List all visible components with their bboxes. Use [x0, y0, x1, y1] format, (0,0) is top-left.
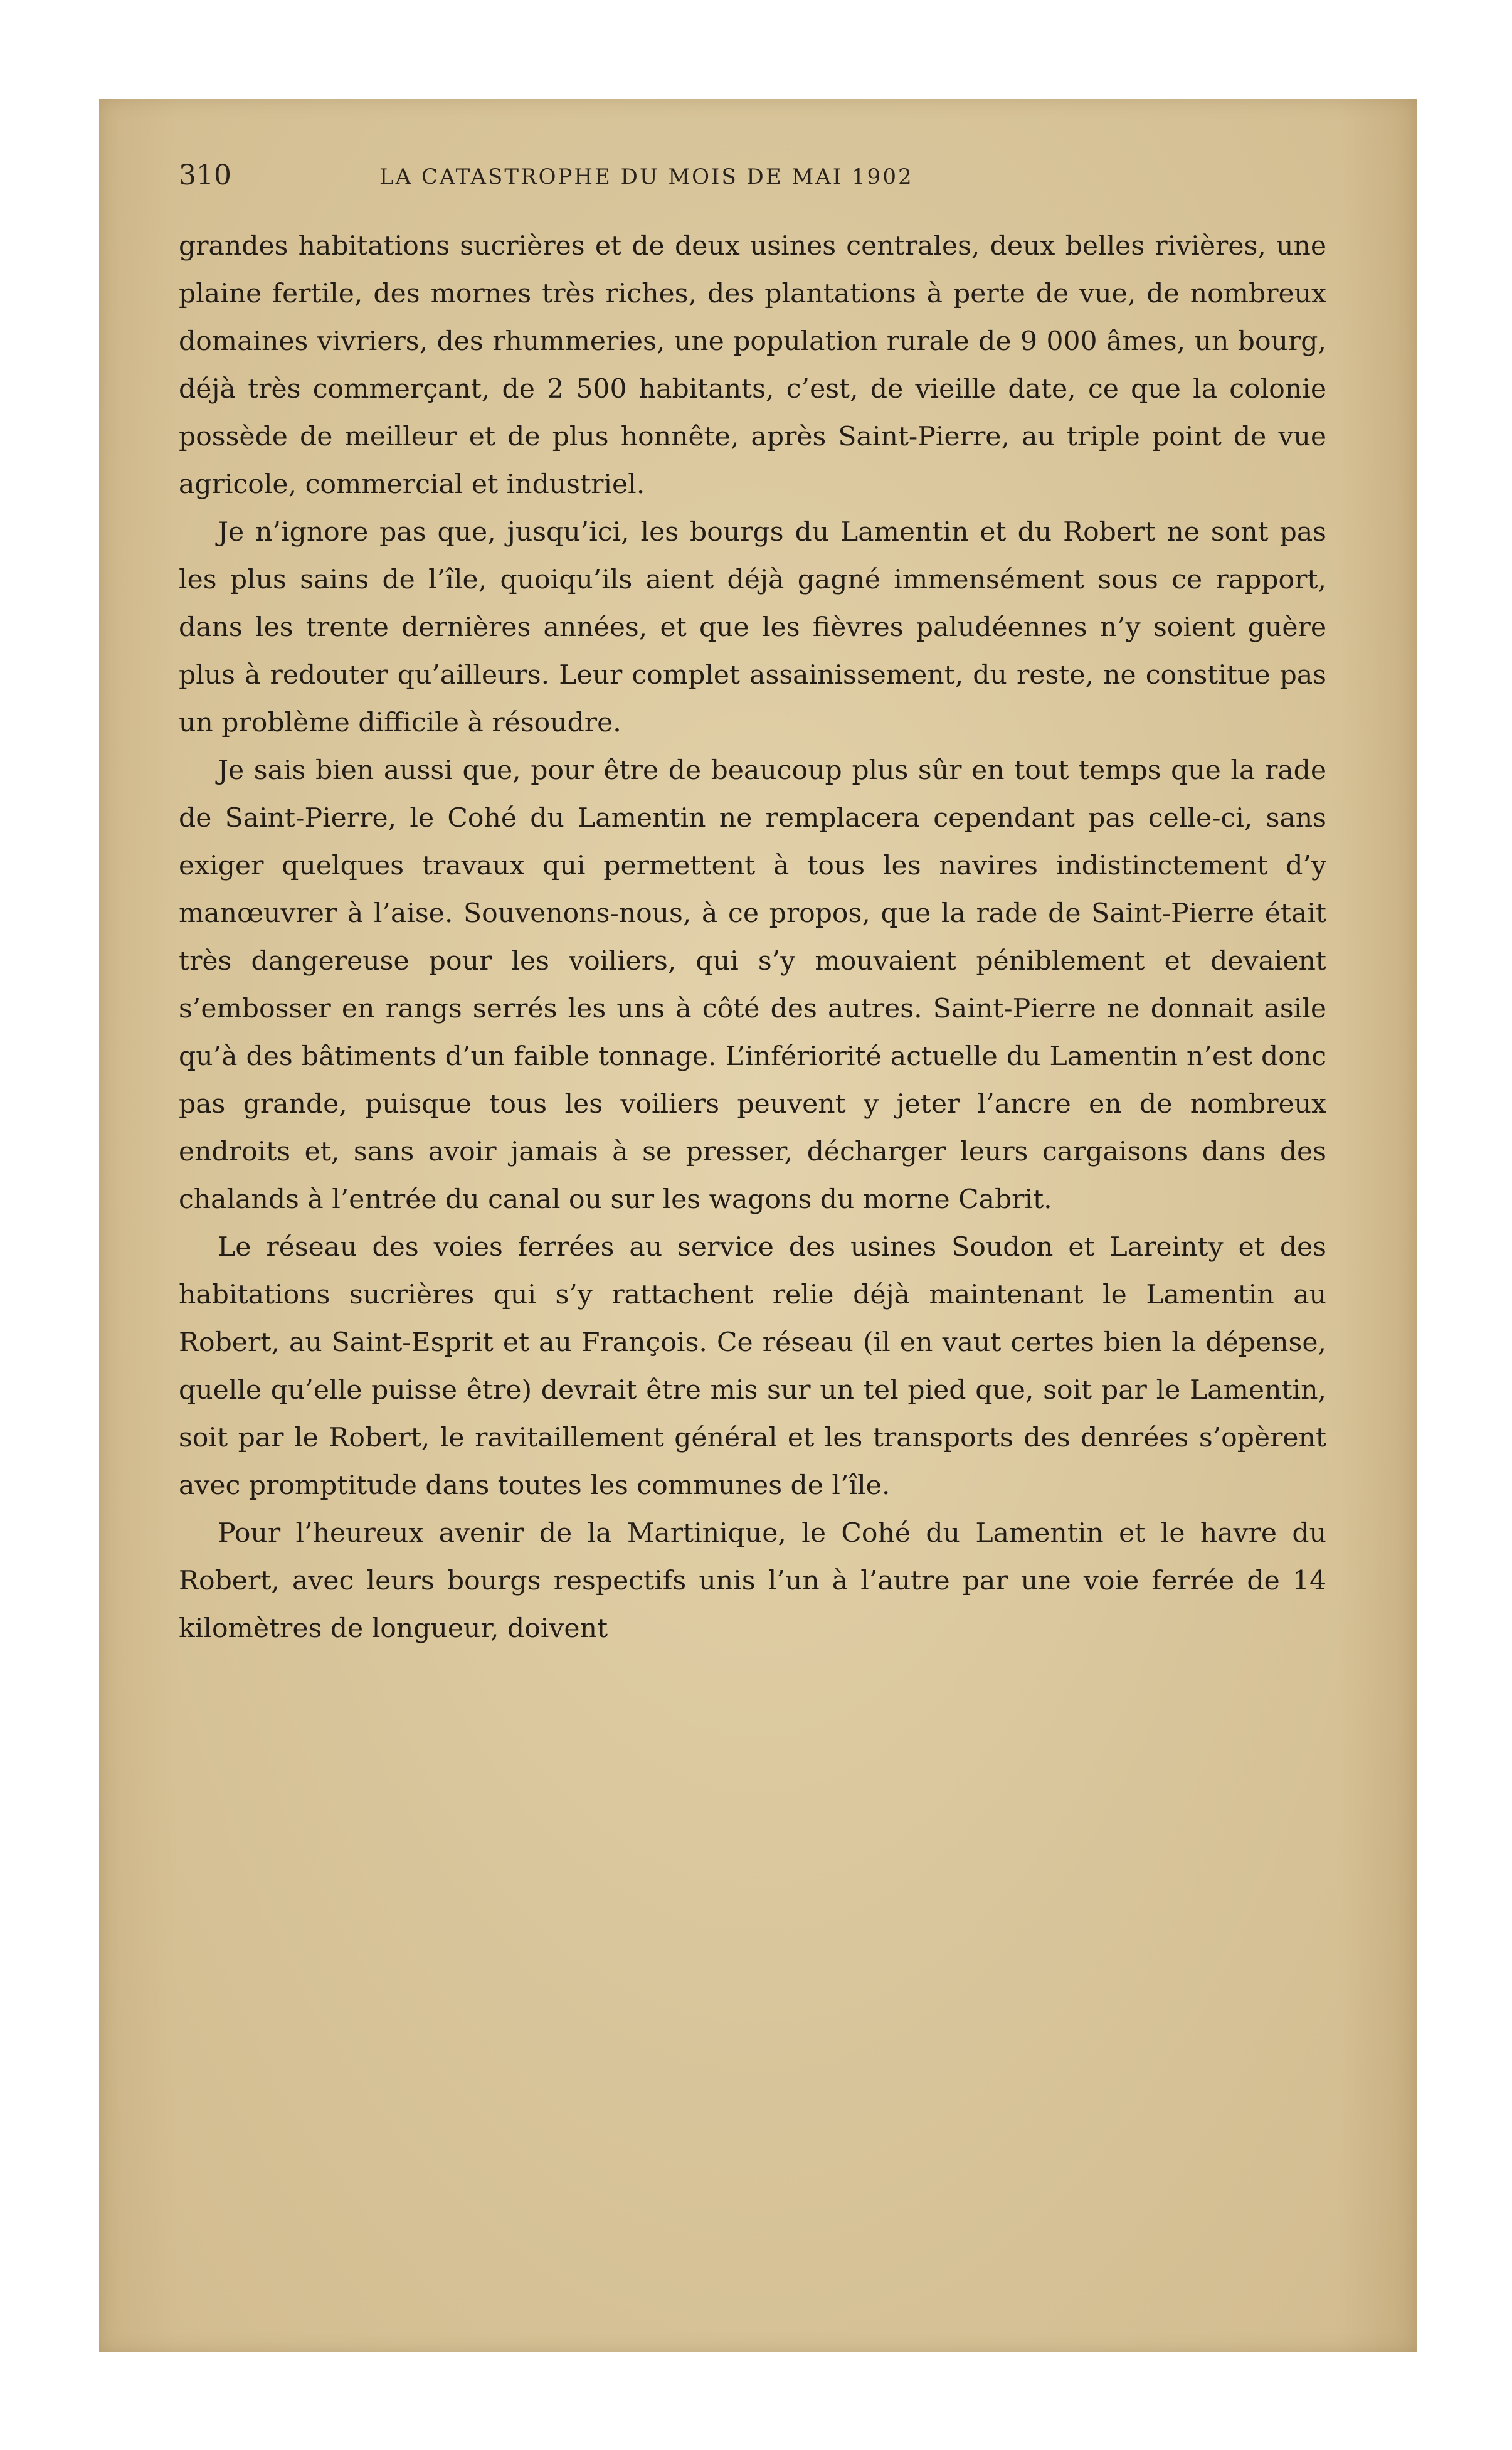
- paragraph-continued: grandes habitations sucrières et de deux usines centrales, deux belles rivières, une plaine fertile, des mornes très riches, des plantations à perte de vue, de nombreux domaines vivriers, des rhummeries, une population rurale de 9 000 âmes, un bourg, déjà très commerçant, de 2 500 habitants, c’est, de vieille date, ce que la colonie possède de meilleur et de plus honnête, après Saint-Pierre, au triple point de vue agricole, commercial et industriel.: [179, 231, 1326, 500]
- paragraph: Le réseau des voies ferrées au service des usines Soudon et Lareinty et des habitations sucrières qui s’y rattachent relie déjà maintenant le Lamentin au Robert, au Saint-Esprit et au François. Ce réseau (il en vaut certes bien la dépense, quelle qu’elle puisse être) devrait être mis sur un tel pied que, soit par le Lamentin, soit par le Robert, le ravitaillement général et les transports des denrées s’opèrent avec promptitude dans toutes les communes de l’île.: [179, 1232, 1326, 1501]
- page-header: [179, 157, 1113, 194]
- running-title: LA CATASTROPHE DU MOIS DE MAI 1902: [379, 164, 914, 189]
- paragraph: Je sais bien aussi que, pour être de beaucoup plus sûr en tout temps que la rade de Saint-Pierre, le Cohé du Lamentin ne remplacera cependant pas celle-ci, sans exiger quelques travaux qui permettent à tous les navires indistinctement d’y manœuvrer à l’aise. Souvenons-nous, à ce propos, que la rade de Saint-Pierre était très dangereuse pour les voiliers, qui s’y mouvaient péniblement et devaient s’embosser en rangs serrés les uns à côté des autres. Saint-Pierre ne donnait asile qu’à des bâtiments d’un faible tonnage. L’infériorité actuelle du Lamentin n’est donc pas grande, puisque tous les voiliers peuvent y jeter l’ancre en de nombreux endroits et, sans avoir jamais à se presser, décharger leurs cargaisons dans des chalands à l’entrée du canal ou sur les wagons du morne Cabrit.: [179, 755, 1326, 1215]
- page-number: 310: [179, 159, 231, 191]
- paragraph: Je n’ignore pas que, jusqu’ici, les bourgs du Lamentin et du Robert ne sont pas les plus sains de l’île, quoiqu’ils aient déjà gagné immensément sous ce rapport, dans les trente dernières années, et que les fièvres paludéennes n’y soient guère plus à redouter qu’ailleurs. Leur complet assainissement, du reste, ne constitue pas un problème difficile à résoudre.: [179, 517, 1326, 738]
- body-text: [179, 223, 1326, 1653]
- paragraph: Pour l’heureux avenir de la Martinique, le Cohé du Lamentin et le havre du Robert, avec leurs bourgs respectifs unis l’un à l’autre par une voie ferrée de 14 kilomètres de longueur, doivent: [179, 1518, 1326, 1644]
